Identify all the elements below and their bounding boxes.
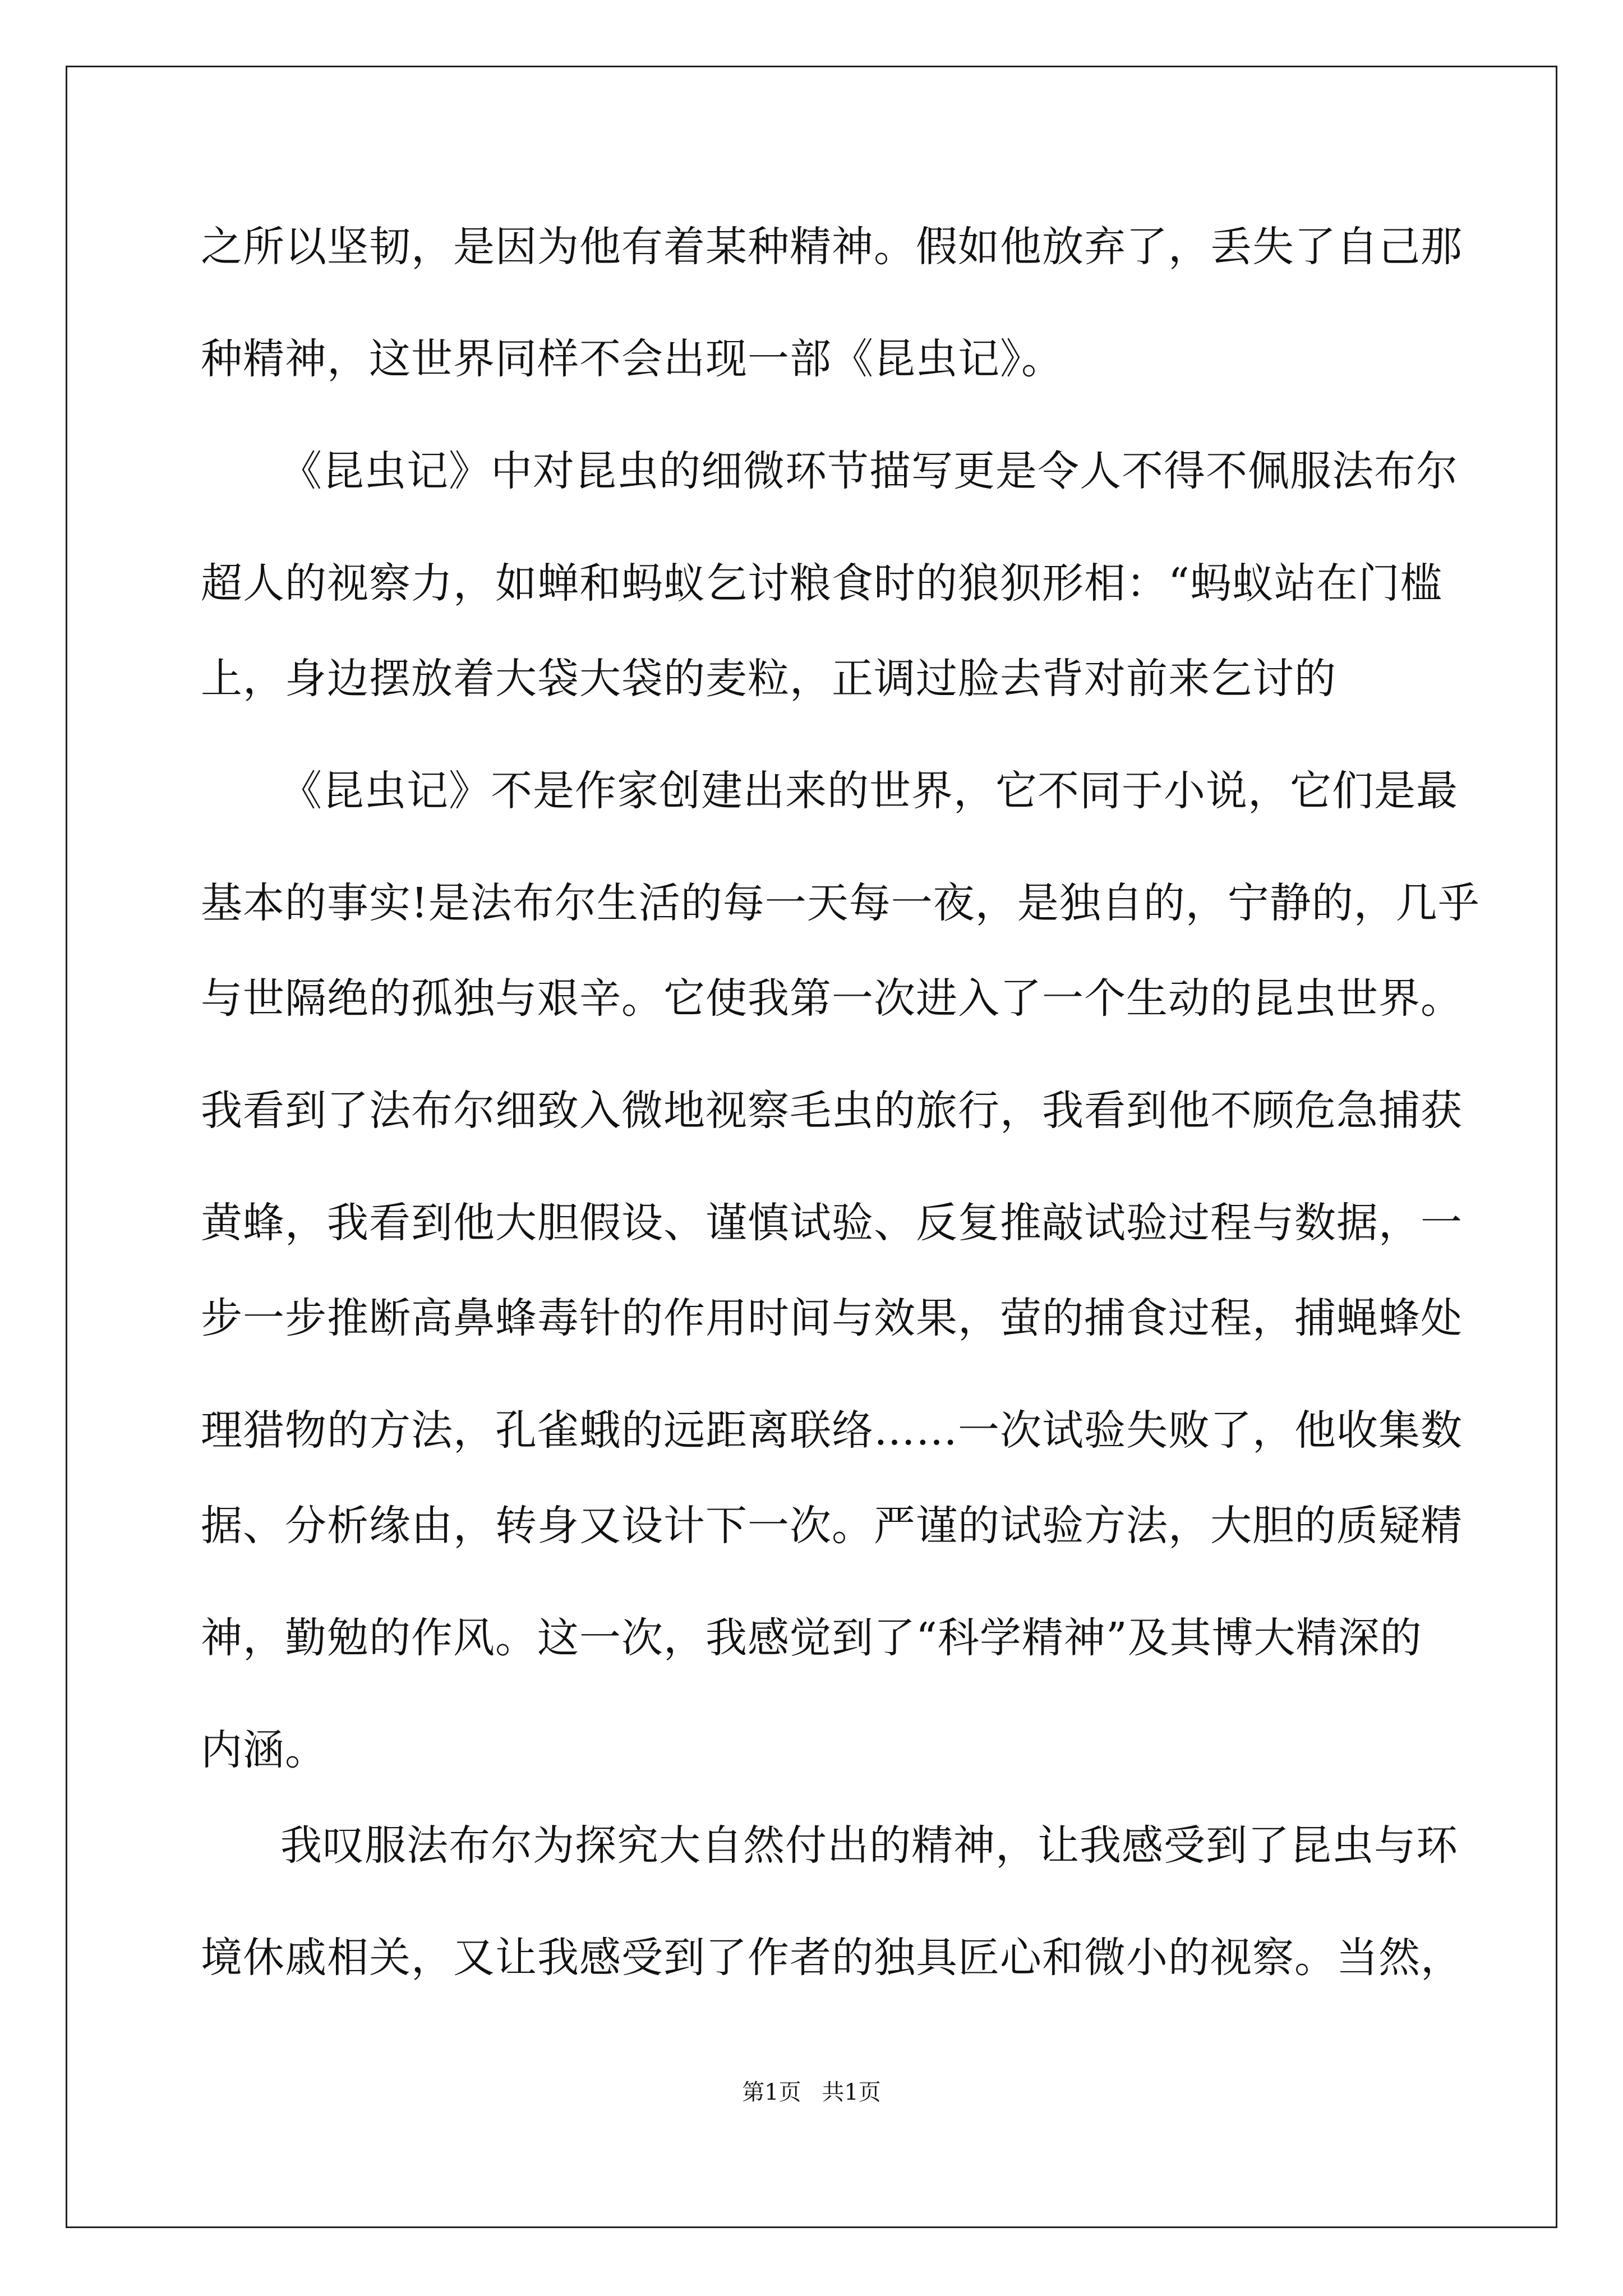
paragraph-4-line-2: 境休戚相关，又让我感受到了作者的独具匠心和微小的视察。当然， bbox=[201, 1934, 1463, 1982]
paragraph-2-line-3: 上，身边摆放着大袋大袋的麦粒，正调过脸去背对前来乞讨的 bbox=[201, 655, 1336, 703]
paragraph-1-line-2: 种精神，这世界同样不会出现一部《昆虫记》。 bbox=[201, 335, 1063, 383]
paragraph-3-line-3: 与世隔绝的孤独与艰辛。它使我第一次进入了一个生动的昆虫世界。 bbox=[201, 974, 1463, 1023]
page-number-current: 第1页 bbox=[742, 2079, 801, 2105]
paragraph-2-line-1: 《昆虫记》中对昆虫的细微环节描写更是令人不得不佩服法布尔 bbox=[280, 447, 1458, 495]
paragraph-2-line-2: 超人的视察力，如蝉和蚂蚁乞讨粮食时的狼狈形相：“蚂蚁站在门槛 bbox=[201, 559, 1442, 608]
paragraph-3-line-1: 《昆虫记》不是作家创建出来的世界，它不同于小说，它们是最 bbox=[280, 767, 1458, 815]
paragraph-3-line-4: 我看到了法布尔细致入微地视察毛虫的旅行，我看到他不顾危急捕获 bbox=[201, 1087, 1463, 1135]
paragraph-3-line-7: 理猎物的方法，孔雀蛾的远距离联络……一次试验失败了，他收集数 bbox=[201, 1406, 1463, 1455]
page-border bbox=[66, 66, 1557, 2228]
paragraph-1-line-1: 之所以坚韧，是因为他有着某种精神。假如他放弃了，丢失了自己那 bbox=[201, 223, 1463, 271]
paragraph-4-line-1: 我叹服法布尔为探究大自然付出的精神，让我感受到了昆虫与环 bbox=[280, 1821, 1458, 1870]
paragraph-3-line-5: 黄蜂，我看到他大胆假设、谨慎试验、反复推敲试验过程与数据，一 bbox=[201, 1199, 1463, 1247]
page-number-total: 共1页 bbox=[822, 2079, 881, 2105]
paragraph-3-line-10: 内涵。 bbox=[201, 1726, 327, 1774]
page-footer bbox=[0, 2076, 1623, 2109]
paragraph-3-line-6: 步一步推断高鼻蜂毒针的作用时间与效果，萤的捕食过程，捕蝇蜂处 bbox=[201, 1294, 1463, 1342]
paragraph-3-line-2: 基本的事实!是法布尔生活的每一天每一夜，是独自的，宁静的，几乎 bbox=[201, 879, 1480, 927]
paragraph-3-line-9: 神，勤勉的作风。这一次，我感觉到了“科学精神”及其博大精深的 bbox=[201, 1614, 1422, 1662]
paragraph-3-line-8: 据、分析缘由，转身又设计下一次。严谨的试验方法，大胆的质疑精 bbox=[201, 1502, 1463, 1550]
